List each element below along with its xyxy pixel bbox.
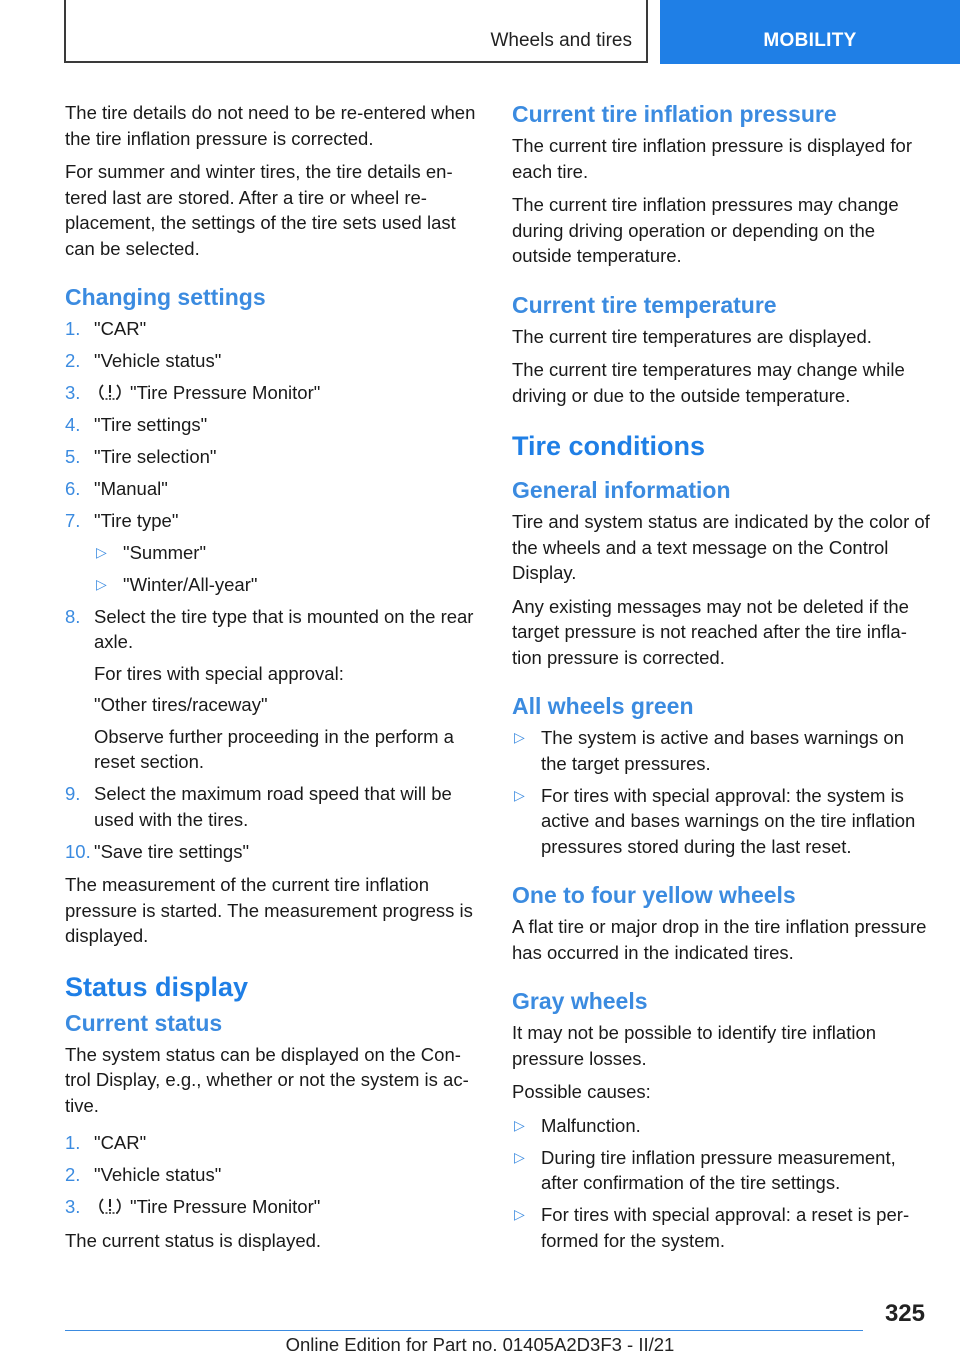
heading-status-display: Status display <box>65 971 249 1002</box>
heading-all-wheels-green: All wheels green <box>512 693 694 719</box>
heading-changing-settings: Changing settings <box>65 284 266 310</box>
list-item <box>94 540 477 566</box>
heading-current-status: Current status <box>65 1009 223 1036</box>
option-text: "Winter/All-year" <box>123 573 258 595</box>
list-item <box>512 1202 930 1253</box>
list-item <box>512 783 930 860</box>
heading-general-information: General information <box>512 477 731 503</box>
step-text: "Tire type" <box>94 510 179 531</box>
list-item <box>512 1145 930 1196</box>
triangle-bullet-icon: ▷ <box>514 786 525 803</box>
green-conditions-list <box>512 725 930 859</box>
step-number: 1. <box>65 1132 81 1153</box>
heading-yellow-wheels: One to four yellow wheels <box>512 882 796 908</box>
triangle-bullet-icon: ▷ <box>514 1116 525 1133</box>
gray-causes-list <box>512 1113 930 1254</box>
option-text: "Summer" <box>123 541 207 563</box>
step-text: "Manual" <box>94 478 168 499</box>
left-column <box>65 100 477 1261</box>
heading-current-temperature: Current tire temperature <box>512 291 777 318</box>
list-item <box>94 572 477 598</box>
header-section-title: Wheels and tires <box>490 30 632 51</box>
triangle-bullet-icon: ▷ <box>514 1206 525 1222</box>
changing-settings-steps <box>65 316 477 864</box>
paragraph: Tire and system status are indicated by the color of the wheels and a text message on the Control Display. <box>512 511 930 583</box>
step-note: "Other tires/raceway" <box>94 694 268 715</box>
step-text: "Tire settings" <box>94 414 208 435</box>
step-number: 1. <box>65 318 81 339</box>
step-text: "Vehicle status" <box>94 1164 222 1185</box>
header-section-box <box>64 0 648 63</box>
heading-tire-conditions: Tire conditions <box>512 431 706 461</box>
paragraph: The system status can be displayed on the Control Display, e.g., whether or not the system is active. <box>65 1043 469 1116</box>
list-item <box>65 348 477 374</box>
triangle-bullet-icon: ▷ <box>96 543 107 560</box>
list-item <box>65 316 477 342</box>
status-steps <box>65 1130 477 1220</box>
heading-current-pressure: Current tire inflation pressure <box>512 101 837 127</box>
triangle-bullet-icon: ▷ <box>514 729 525 745</box>
list-item <box>512 725 930 776</box>
list-item <box>512 1113 930 1139</box>
right-column <box>512 100 930 1261</box>
item-text: The system is active and bases warnings on the target pressures. <box>541 727 904 774</box>
step-number: 3. <box>65 1196 81 1217</box>
list-item <box>65 412 477 438</box>
step-number: 9. <box>65 783 81 804</box>
item-text: For tires with special approval: the system is active and bases warnings on the tire inflation pressures stored during the last reset. <box>541 784 916 857</box>
tire-pressure-monitor-icon <box>98 382 122 402</box>
paragraph: For summer and winter tires, the tire details entered last are stored. After a tire or wheel replacement, the settings of the tire sets used last can be selected. <box>65 161 456 259</box>
paragraph: The current tire inflation pressures may change during driving operation or depending on the outside temperature. <box>512 194 899 266</box>
paragraph: Possible causes: <box>512 1081 651 1102</box>
item-text: For tires with special approval: a reset is performed for the system. <box>541 1204 910 1251</box>
paragraph: The tire details do not need to be re-entered when the tire inflation pressure is corrected. <box>65 102 476 149</box>
header-chapter-label: MOBILITY <box>763 30 857 51</box>
step-number: 7. <box>65 510 81 531</box>
page-number: 325 <box>884 1300 925 1327</box>
paragraph: The current tire temperatures may change while driving or due to the outside temperature. <box>512 359 905 406</box>
list-item <box>65 476 477 502</box>
step-text: "Tire Pressure Monitor" <box>130 382 321 403</box>
tire-pressure-monitor-icon <box>98 1196 122 1216</box>
list-item <box>65 380 477 406</box>
list-item <box>65 839 477 865</box>
step-number: 8. <box>65 605 81 627</box>
step-text: "CAR" <box>94 1132 147 1153</box>
step-text: "Save tire settings" <box>94 840 250 862</box>
page-header <box>0 0 960 66</box>
step-number: 10. <box>65 840 91 862</box>
step-text: "Tire Pressure Monitor" <box>130 1196 321 1217</box>
list-item <box>65 444 477 470</box>
step-note: Observe further proceeding in the perform a reset section. <box>94 725 454 772</box>
triangle-bullet-icon: ▷ <box>96 575 107 592</box>
footer-divider <box>65 1330 863 1331</box>
step-note: For tires with special approval: <box>94 662 344 684</box>
paragraph: The current tire temperatures are displayed. <box>512 325 872 347</box>
item-text: During tire inflation pressure measurement, after confirmation of the tire settings. <box>541 1146 896 1193</box>
list-item <box>65 1162 477 1188</box>
list-item <box>65 508 477 597</box>
step-number: 5. <box>65 446 81 467</box>
list-item <box>65 1130 477 1156</box>
list-item <box>65 604 477 775</box>
footer-edition: Online Edition for Part no. 01405A2D3F3 - II/21 <box>285 1334 675 1355</box>
step-number: 3. <box>65 382 81 403</box>
item-text: Malfunction. <box>541 1114 641 1136</box>
paragraph: The measurement of the current tire inflation pressure is started. The measurement progress is displayed. <box>65 874 473 946</box>
step-number: 6. <box>65 478 81 499</box>
paragraph: The current status is displayed. <box>65 1229 322 1251</box>
paragraph: Any existing messages may not be deleted if the target pressure is not reached after the tire inflation pressure is corrected. <box>512 595 909 668</box>
paragraph: A flat tire or major drop in the tire inflation pressure has occurred in the indicated tires. <box>512 916 927 963</box>
step-text: "CAR" <box>94 318 147 339</box>
step-number: 4. <box>65 414 81 435</box>
paragraph: It may not be possible to identify tire inflation pressure losses. <box>512 1022 877 1069</box>
list-item <box>65 781 477 832</box>
step-text: "Tire selection" <box>94 446 217 467</box>
triangle-bullet-icon: ▷ <box>514 1148 525 1165</box>
list-item <box>65 1194 477 1220</box>
paragraph: The current tire inflation pressure is displayed for each tire. <box>512 135 912 182</box>
step-text: Select the tire type that is mounted on the rear axle. <box>94 605 474 652</box>
header-chapter-tab[interactable] <box>660 0 960 64</box>
step-number: 2. <box>65 350 81 371</box>
tire-type-options <box>94 540 477 598</box>
step-number: 2. <box>65 1164 81 1185</box>
step-text: "Vehicle status" <box>94 350 222 371</box>
step-text: Select the maximum road speed that will be used with the tires. <box>94 783 452 830</box>
heading-gray-wheels: Gray wheels <box>512 988 648 1014</box>
